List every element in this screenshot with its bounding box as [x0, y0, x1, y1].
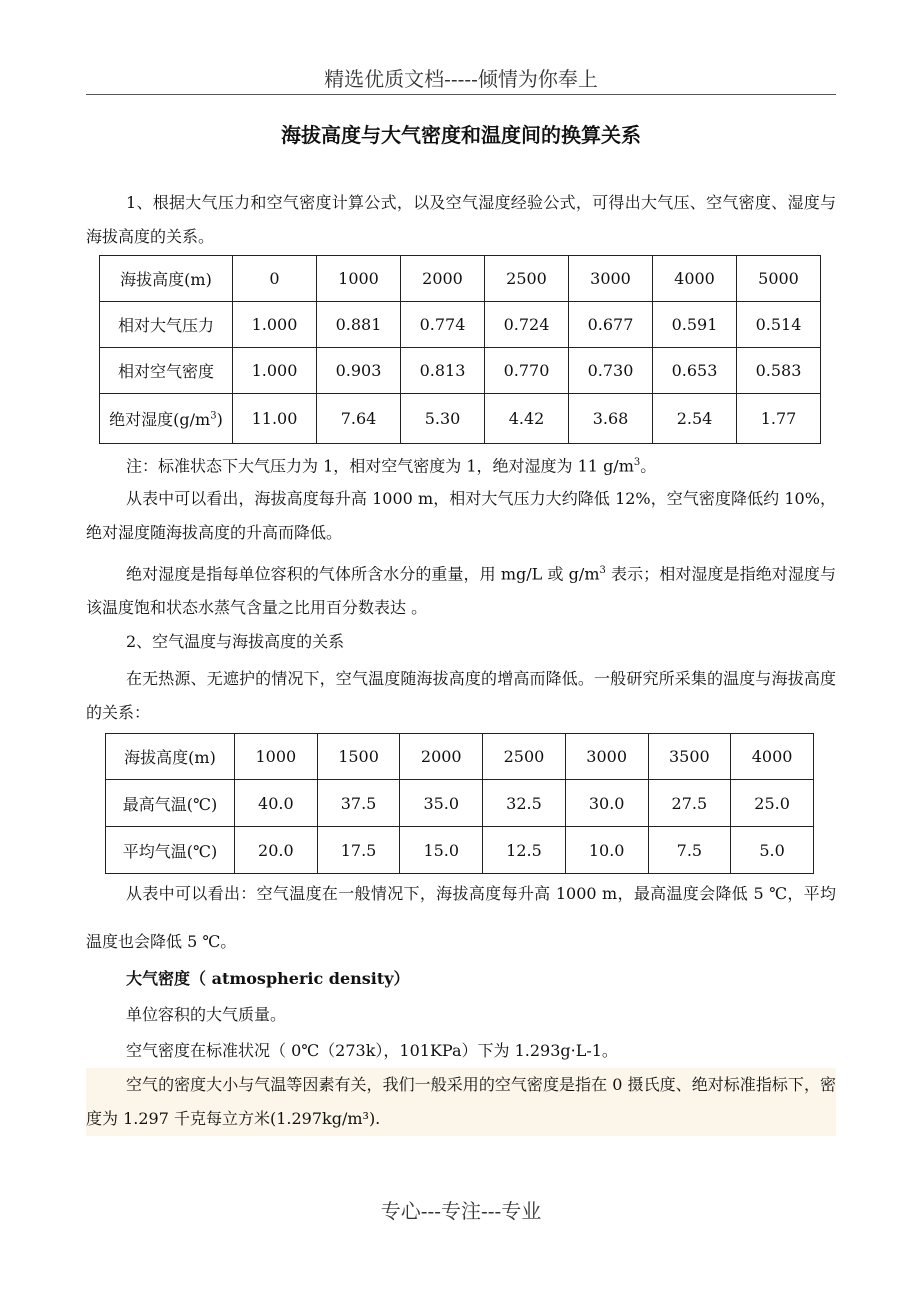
superscript: 3: [210, 410, 217, 422]
table-cell: 0.774: [401, 302, 485, 348]
row-header-text: 绝对湿度(g/m: [109, 410, 211, 429]
table-cell: 0: [233, 256, 317, 302]
temperature-analysis-paragraph: 从表中可以看出：空气温度在一般情况下，海拔高度每升高 1000 m，最高温度会降低 5 ℃，平均温度也会降低 5 ℃。: [86, 884, 836, 951]
table-cell: 5.0: [731, 827, 814, 874]
superscript: 3: [599, 565, 606, 576]
table1-note: [86, 446, 836, 483]
table-cell: 0.730: [569, 348, 653, 394]
table-cell: 2.54: [653, 394, 737, 444]
density-standard-value: 空气密度在标准状况（ 0℃（273k），101KPa）下为 1.293g·L-1。: [126, 1041, 618, 1060]
note-text-end: 。: [640, 456, 657, 476]
table-cell: 27.5: [648, 780, 731, 827]
document-title: 海拔高度与大气密度和温度间的换算关系: [281, 123, 641, 147]
table-cell: 0.677: [569, 302, 653, 348]
table-cell: 35.0: [400, 780, 483, 827]
table-row: [100, 348, 821, 394]
table-cell: 7.64: [317, 394, 401, 444]
row-header: 海拔高度(m): [106, 734, 235, 780]
row-header: 最高气温(℃): [106, 780, 235, 827]
table-row: [100, 256, 821, 302]
table-cell: 0.583: [737, 348, 821, 394]
table-cell: 0.653: [653, 348, 737, 394]
table-cell: 3000: [565, 734, 648, 780]
humidity-definition-paragraph: [86, 554, 836, 625]
table-row: [106, 827, 814, 874]
row-header-text-end: ): [216, 410, 223, 429]
paragraph-text-end: 表示；相对湿度是指绝对湿度与该温度饱和状态水蒸气含量之比用百分数表达 。: [86, 564, 836, 618]
density-note-paragraph: 空气的密度大小与气温等因素有关，我们一般采用的空气密度是指在 0 摄氏度、绝对标准指标下，密度为 1.297 千克每立方米(1.297kg/m³).: [86, 1068, 836, 1136]
row-header: [100, 394, 233, 444]
table-cell: 2000: [401, 256, 485, 302]
row-header: 相对空气密度: [100, 348, 233, 394]
table-cell: 10.0: [565, 827, 648, 874]
table-cell: 0.770: [485, 348, 569, 394]
table-cell: 17.5: [317, 827, 400, 874]
table-cell: 4.42: [485, 394, 569, 444]
table-cell: 3.68: [569, 394, 653, 444]
table-cell: 3500: [648, 734, 731, 780]
intro-paragraph: 1、根据大气压力和空气密度计算公式，以及空气湿度经验公式，可得出大气压、空气密度、湿度与海拔高度的关系。: [86, 193, 836, 246]
section-2-heading: 2、空气温度与海拔高度的关系: [126, 632, 345, 651]
table-cell: 1.77: [737, 394, 821, 444]
row-header: 相对大气压力: [100, 302, 233, 348]
table-cell: 4000: [731, 734, 814, 780]
table-cell: 2000: [400, 734, 483, 780]
table-row: [106, 780, 814, 827]
table-cell: 0.724: [485, 302, 569, 348]
row-header: 平均气温(℃): [106, 827, 235, 874]
altitude-temperature-table: [105, 733, 814, 874]
page-footer: 专心---专注---专业: [380, 1199, 542, 1223]
table-cell: 0.881: [317, 302, 401, 348]
note-text: 注：标准状态下大气压力为 1，相对空气密度为 1，绝对湿度为 11 g/m: [126, 456, 634, 476]
table-cell: 1.000: [233, 348, 317, 394]
header-divider: [86, 94, 836, 95]
superscript: 3: [633, 457, 641, 468]
altitude-pressure-table: [99, 255, 821, 444]
density-definition: 单位容积的大气质量。: [126, 1005, 287, 1024]
temperature-intro-paragraph: 在无热源、无遮护的情况下，空气温度随海拔高度的增高而降低。一般研究所采集的温度与海拔高度的关系：: [86, 669, 836, 722]
table-cell: 0.813: [401, 348, 485, 394]
table-cell: 37.5: [317, 780, 400, 827]
table-cell: 7.5: [648, 827, 731, 874]
table-cell: 1000: [235, 734, 318, 780]
table-cell: 3000: [569, 256, 653, 302]
row-header: 海拔高度(m): [100, 256, 233, 302]
table-cell: 32.5: [483, 780, 566, 827]
table-cell: 20.0: [235, 827, 318, 874]
table-cell: 12.5: [483, 827, 566, 874]
table-cell: 1000: [317, 256, 401, 302]
table-cell: 11.00: [233, 394, 317, 444]
table-cell: 40.0: [235, 780, 318, 827]
table-cell: 0.514: [737, 302, 821, 348]
table-row: [100, 302, 821, 348]
table-cell: 2500: [483, 734, 566, 780]
pressure-analysis-paragraph: 从表中可以看出，海拔高度每升高 1000 m，相对大气压力大约降低 12%，空气密度降低约 10%，绝对湿度随海拔高度的升高而降低。: [86, 489, 836, 542]
table-cell: 15.0: [400, 827, 483, 874]
table-cell: 0.591: [653, 302, 737, 348]
table-cell: 2500: [485, 256, 569, 302]
table-cell: 0.903: [317, 348, 401, 394]
table-cell: 25.0: [731, 780, 814, 827]
table-cell: 30.0: [565, 780, 648, 827]
table-row: [100, 394, 821, 444]
table-cell: 5.30: [401, 394, 485, 444]
page-header: 精选优质文档-----倾情为你奉上: [324, 67, 598, 91]
density-heading: 大气密度（ atmospheric density）: [126, 969, 410, 988]
paragraph-text: 绝对湿度是指每单位容积的气体所含水分的重量，用 mg/L 或 g/m: [126, 564, 600, 584]
table-row: [106, 734, 814, 780]
table-cell: 1.000: [233, 302, 317, 348]
table-cell: 1500: [317, 734, 400, 780]
table-cell: 4000: [653, 256, 737, 302]
table-cell: 5000: [737, 256, 821, 302]
